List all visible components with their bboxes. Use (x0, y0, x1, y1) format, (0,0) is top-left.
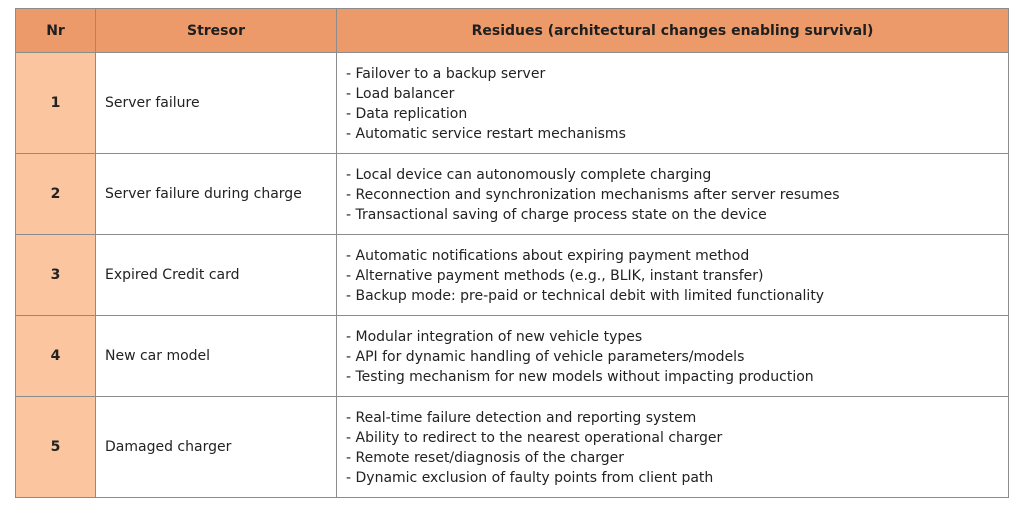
table-row (16, 316, 1009, 397)
residue-item: - Testing mechanism for new models without impacting production (346, 369, 814, 385)
row-number: 2 (16, 154, 96, 235)
residue-item: - Alternative payment methods (e.g., BLIK, instant transfer) (346, 268, 764, 284)
residues-cell (337, 316, 1009, 397)
residue-item: - API for dynamic handling of vehicle parameters/models (346, 349, 745, 365)
residue-list (346, 246, 1008, 306)
row-number: 1 (16, 53, 96, 154)
residue-item: - Backup mode: pre-paid or technical debit with limited functionality (346, 288, 825, 304)
row-number: 5 (16, 397, 96, 498)
row-number: 3 (16, 235, 96, 316)
table-row (16, 235, 1009, 316)
stressor-name: Damaged charger (96, 397, 337, 498)
stressor-name: New car model (96, 316, 337, 397)
table-row (16, 53, 1009, 154)
header-residues: Residues (architectural changes enabling survival) (337, 9, 1009, 53)
stressor-name: Server failure during charge (96, 154, 337, 235)
residue-list (346, 408, 1008, 488)
residues-cell (337, 397, 1009, 498)
table-row (16, 154, 1009, 235)
residues-cell (337, 53, 1009, 154)
table-row (16, 397, 1009, 498)
residues-cell (337, 235, 1009, 316)
stressor-table (15, 8, 1009, 498)
residue-item: - Failover to a backup server (346, 66, 546, 82)
row-number: 4 (16, 316, 96, 397)
residue-item: - Local device can autonomously complete charging (346, 167, 712, 183)
residue-item: - Ability to redirect to the nearest operational charger (346, 430, 723, 446)
residue-item: - Dynamic exclusion of faulty points from client path (346, 470, 714, 486)
table-header-row (16, 9, 1009, 53)
residue-item: - Real-time failure detection and reporting system (346, 410, 697, 426)
residue-item: - Automatic notifications about expiring payment method (346, 248, 750, 264)
residue-item: - Data replication (346, 106, 468, 122)
residue-item: - Load balancer (346, 86, 455, 102)
residue-item: - Remote reset/diagnosis of the charger (346, 450, 625, 466)
header-stressor: Stresor (96, 9, 337, 53)
residue-list (346, 327, 1008, 387)
stressor-name: Server failure (96, 53, 337, 154)
residue-item: - Modular integration of new vehicle types (346, 329, 643, 345)
stressor-name: Expired Credit card (96, 235, 337, 316)
residue-item: - Automatic service restart mechanisms (346, 126, 626, 142)
residue-list (346, 165, 1008, 225)
header-nr: Nr (16, 9, 96, 53)
residue-item: - Reconnection and synchronization mechanisms after server resumes (346, 187, 840, 203)
residue-list (346, 64, 1008, 144)
residue-item: - Transactional saving of charge process state on the device (346, 207, 767, 223)
residues-cell (337, 154, 1009, 235)
